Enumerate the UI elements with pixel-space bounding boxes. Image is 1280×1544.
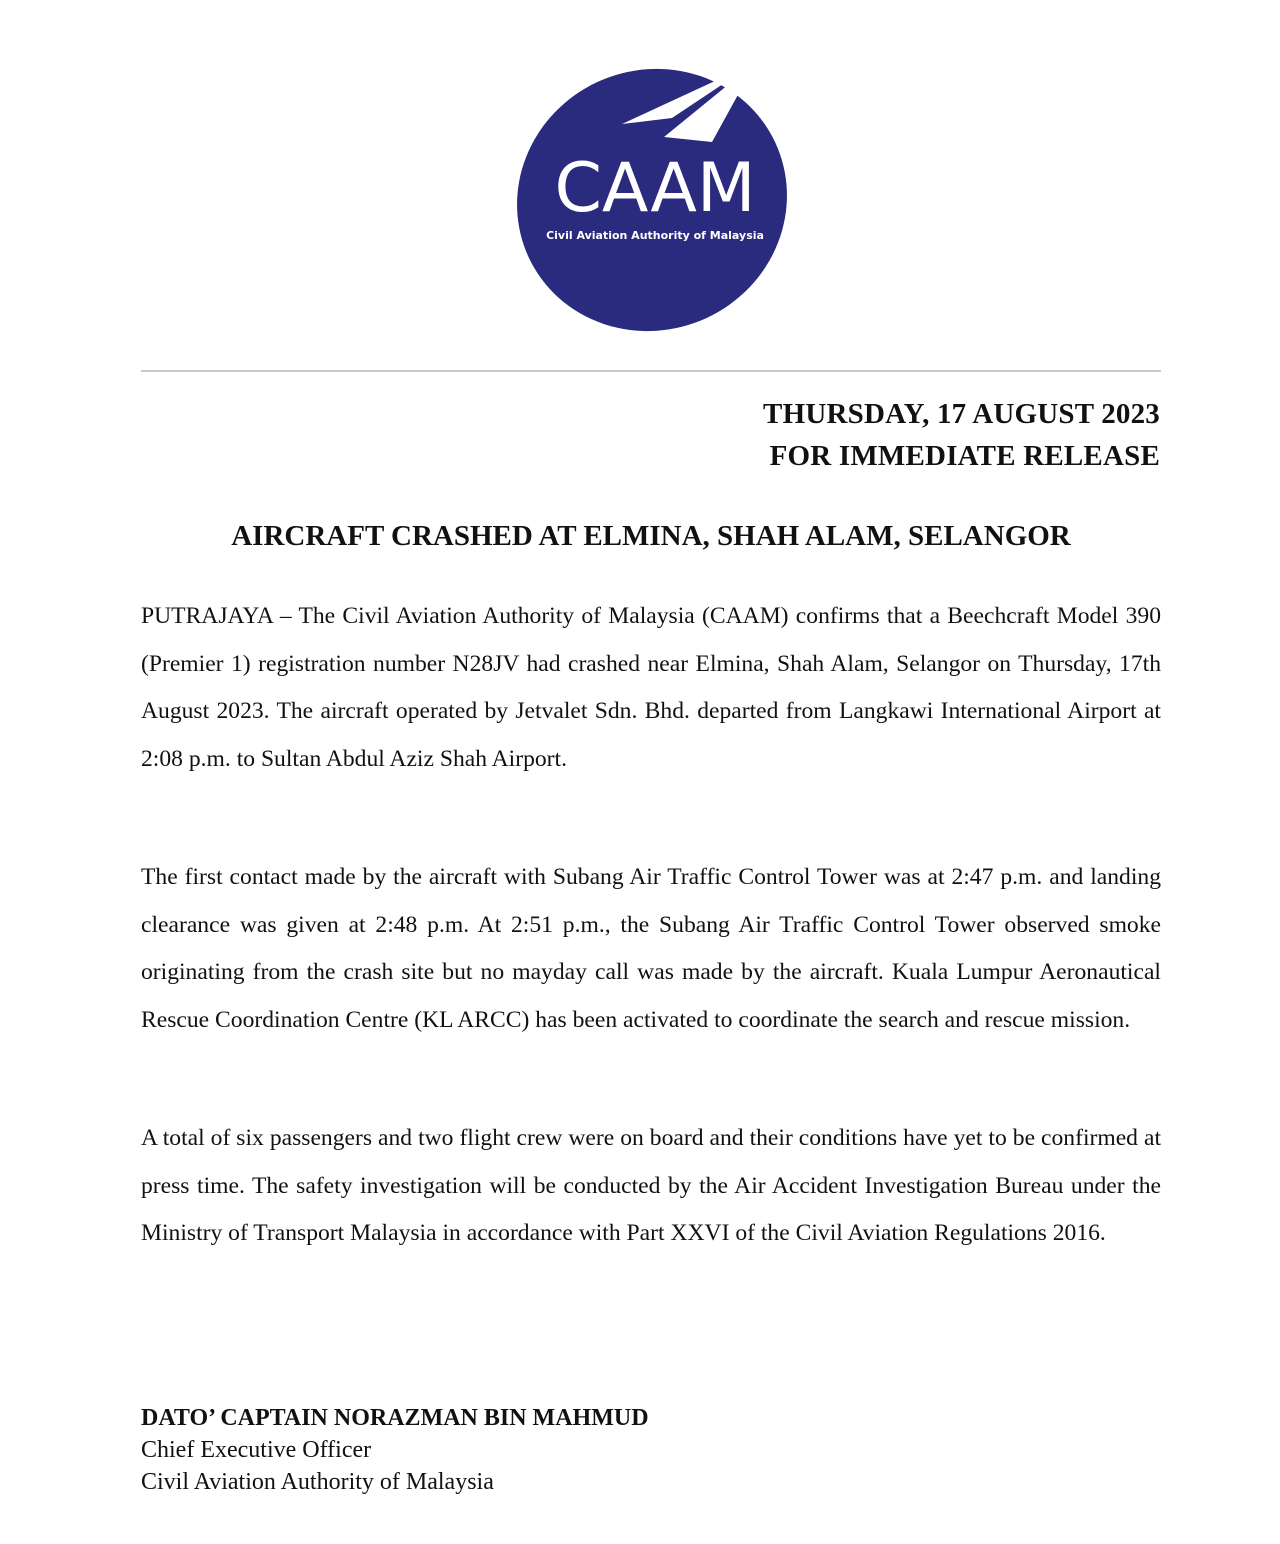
body-paragraph: PUTRAJAYA – The Civil Aviation Authority of Malaysia (CAAM) confirms that a Beechcraft Model 390 (Premier 1) registration number N28JV had crashed near Elmina, Shah Alam, Selangor on Thursday, 17th August 2023. The aircraft operated by Jetvalet Sdn. Bhd. departed from Langkawi International Airport at 2:08 p.m. to Sultan Abdul Aziz Shah Airport. <box>141 603 1161 772</box>
logo-wordmark: CAAM <box>554 149 756 228</box>
release-date: THURSDAY, 17 AUGUST 2023 <box>763 398 1160 430</box>
release-block <box>763 393 1160 477</box>
caam-logo-graphic <box>512 58 792 333</box>
body-paragraph: The first contact made by the aircraft with Subang Air Traffic Control Tower was at 2:47 p.m. and landing clearance was given at 2:48 p.m. At 2:51 p.m., the Subang Air Traffic Control Tower observed smoke originating from the crash site but no mayday call was made by the aircraft. Kuala Lumpur Aeronautical Rescue Coordination Centre (KL ARCC) has been activated to coordinate the search and rescue mission. <box>141 864 1161 1033</box>
signatory-organization: Civil Aviation Authority of Malaysia <box>141 1469 494 1495</box>
caam-logo <box>512 58 792 333</box>
signature-block <box>141 1402 649 1498</box>
press-release-headline: AIRCRAFT CRASHED AT ELMINA, SHAH ALAM, SELANGOR <box>231 520 1071 552</box>
header-divider <box>141 370 1161 372</box>
logo-tagline: Civil Aviation Authority of Malaysia <box>546 229 764 242</box>
signatory-title: Chief Executive Officer <box>141 1437 372 1463</box>
body-paragraph: A total of six passengers and two flight crew were on board and their conditions have yet to be confirmed at press time. The safety investigation will be conducted by the Air Accident Investigation Bureau under the Ministry of Transport Malaysia in accordance with Part XXVI of the Civil Aviation Regulations 2016. <box>141 1125 1161 1247</box>
signatory-name: DATO’ CAPTAIN NORAZMAN BIN MAHMUD <box>141 1405 649 1431</box>
release-note: FOR IMMEDIATE RELEASE <box>769 440 1160 472</box>
